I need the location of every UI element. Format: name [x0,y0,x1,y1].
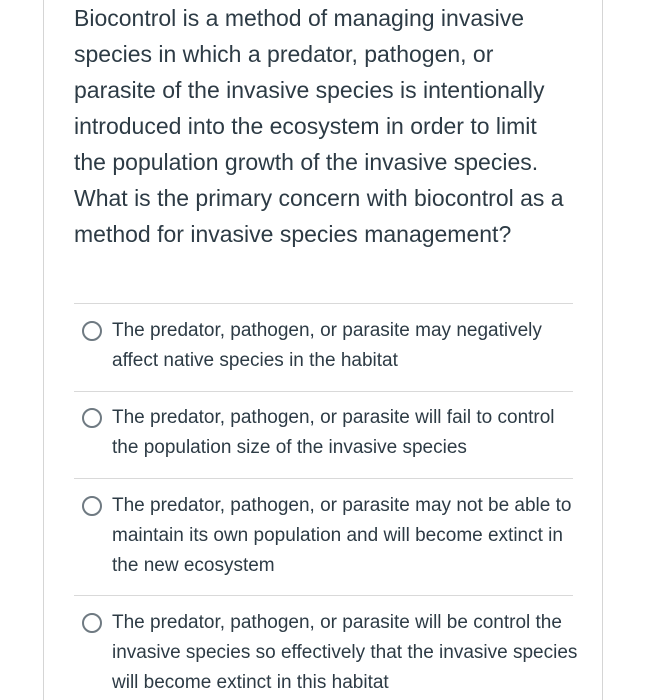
answer-option-3[interactable] [74,491,573,583]
radio-button[interactable] [82,613,102,633]
answer-divider [74,478,573,479]
answer-option-2[interactable] [74,403,573,465]
answer-divider [74,595,573,596]
question-prompt: Biocontrol is a method of managing invasive species in which a predator, pathogen, or parasite of the invasive species is intentionally introduced into the ecosystem in order to limit the population growth of the invasive species. What is the primary concern with biocontrol as a method for invasive species management? [74,5,564,247]
question-text [74,0,574,252]
answer-label: The predator, pathogen, or parasite may negatively affect native species in the habitat [112,320,542,371]
answer-label: The predator, pathogen, or parasite may not be able to maintain its own population and will become extinct in the new ecosystem [112,495,572,576]
radio-button[interactable] [82,408,102,428]
radio-button[interactable] [82,496,102,516]
answer-divider [74,391,573,392]
answer-option-1[interactable] [74,316,573,378]
radio-button[interactable] [82,321,102,341]
answer-label: The predator, pathogen, or parasite will be control the invasive species so effectively that the invasive species will become extinct in this habitat [112,612,578,693]
answer-label: The predator, pathogen, or parasite will fail to control the population size of the invasive species [112,407,555,458]
answer-option-4[interactable] [74,608,578,700]
answer-divider [74,303,573,304]
